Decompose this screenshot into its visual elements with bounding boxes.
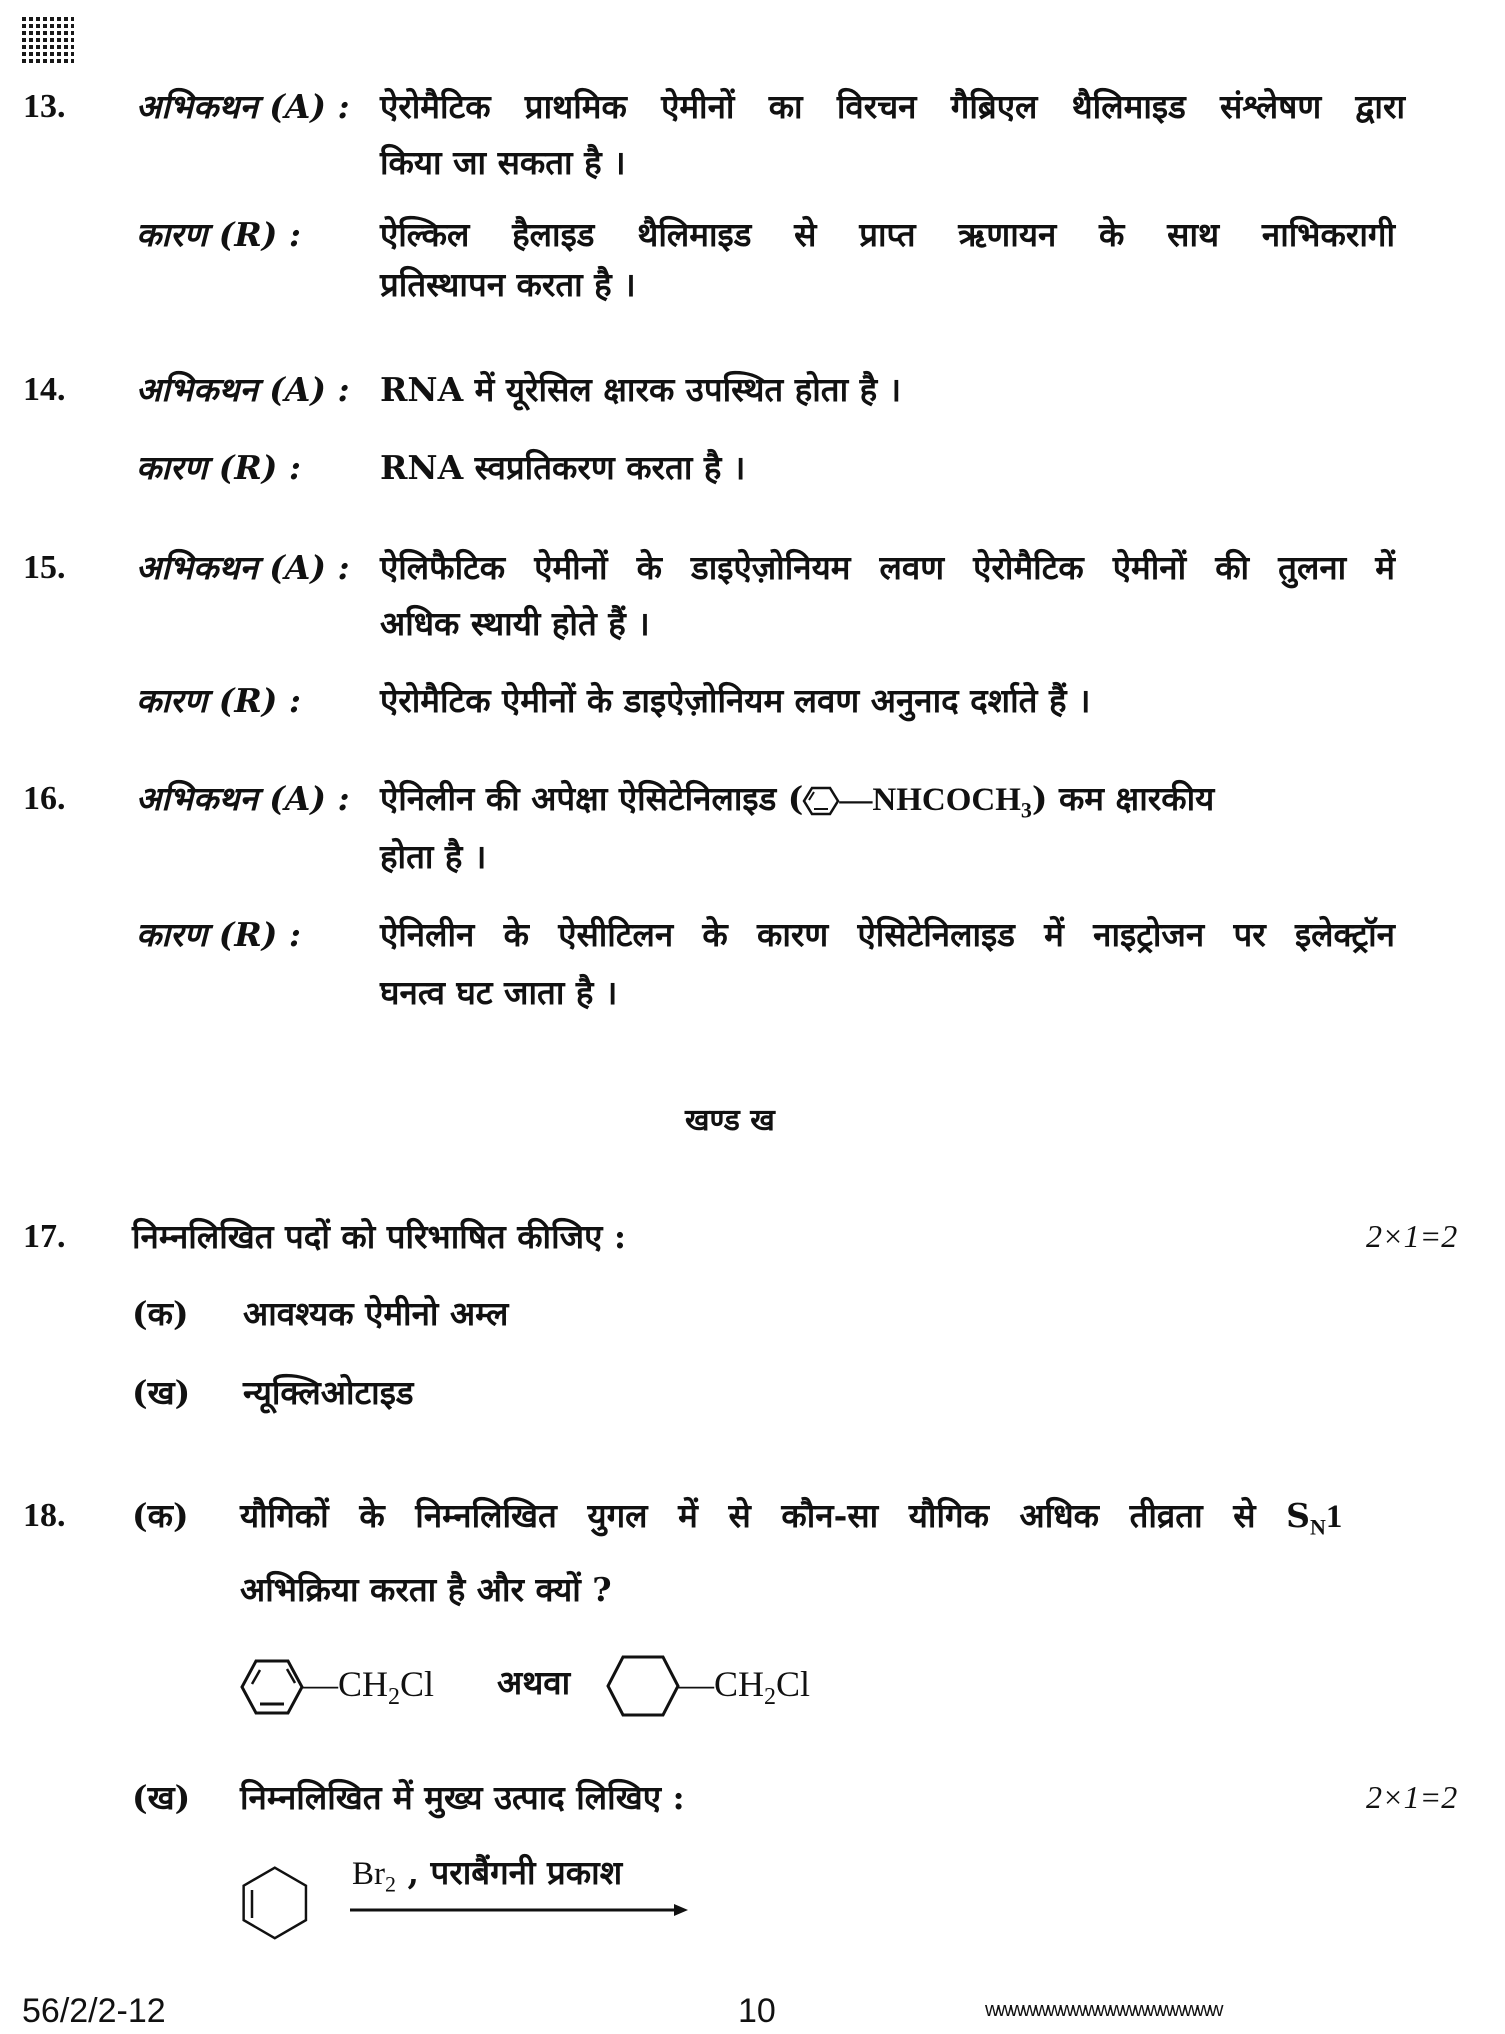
assertion-text bbox=[380, 779, 1215, 823]
reason-text: ऐरोमैटिक ऐमीनों के डाइऐज़ोनियम लवण अनुनाद दर्शाते हैं । bbox=[380, 681, 1091, 720]
question-number: 17. bbox=[23, 1218, 66, 1255]
question-text-cont: अभिक्रिया करता है और क्यों ? bbox=[240, 1570, 612, 1609]
reagent-formula: Br bbox=[352, 1856, 385, 1892]
page-number: 10 bbox=[738, 1992, 776, 2030]
reason-text: RNA स्वप्रतिकरण करता है । bbox=[380, 448, 746, 487]
part-label: (क) bbox=[132, 1294, 189, 1333]
assertion-text: ऐरोमैटिक प्राथमिक ऐमीनों का विरचन गैब्रिएल थैलिमाइड संश्लेषण द्वारा bbox=[380, 87, 1405, 126]
reason-label: कारण (R) : bbox=[136, 215, 302, 254]
subscript: N bbox=[1310, 1514, 1326, 1540]
assertion-text: RNA में यूरेसिल क्षारक उपस्थित होता है । bbox=[380, 370, 902, 409]
compound-2 bbox=[678, 1666, 810, 1709]
question-number: 14. bbox=[23, 371, 66, 408]
reaction-arrow-icon bbox=[350, 1902, 690, 1918]
cyclohexene-ring-icon bbox=[242, 1866, 322, 1946]
question-number: 16. bbox=[23, 780, 66, 817]
formula: —CH bbox=[678, 1664, 765, 1704]
formula-subscript: 2 bbox=[388, 1684, 401, 1711]
question-text: निम्नलिखित पदों को परिभाषित कीजिए : bbox=[132, 1217, 627, 1256]
formula-tail: Cl bbox=[776, 1664, 811, 1704]
part-label: (क) bbox=[132, 1496, 189, 1535]
question-text-tail: 1 bbox=[1325, 1499, 1343, 1535]
question-text: निम्नलिखित में मुख्य उत्पाद लिखिए : bbox=[240, 1778, 685, 1817]
part-text: आवश्यक ऐमीनो अम्ल bbox=[243, 1294, 509, 1333]
reagent-subscript: 2 bbox=[385, 1871, 396, 1897]
qr-code bbox=[22, 14, 74, 66]
reaction-reagent bbox=[352, 1853, 623, 1897]
reagent-condition: , पराबैंगनी प्रकाश bbox=[396, 1853, 623, 1892]
assertion-label: अभिकथन (A) : bbox=[136, 370, 350, 409]
assertion-text-end: ) कम क्षारकीय bbox=[1031, 779, 1215, 818]
assertion-text-cont: किया जा सकता है । bbox=[380, 143, 626, 182]
decorative-border: wwwwwwwwwwwwwwwwwww bbox=[985, 1999, 1222, 2021]
formula: —NHCOCH bbox=[839, 782, 1021, 818]
benzene-ring-icon bbox=[803, 786, 839, 816]
reason-text-cont: प्रतिस्थापन करता है । bbox=[380, 265, 636, 304]
formula: —CH bbox=[302, 1664, 389, 1704]
assertion-text-cont: होता है । bbox=[380, 837, 487, 876]
reason-label: कारण (R) : bbox=[136, 448, 302, 487]
question-number: 18. bbox=[23, 1497, 66, 1534]
reason-text: ऐनिलीन के ऐसीटिलन के कारण ऐसिटेनिलाइड में नाइट्रोजन पर इलेक्ट्रॉन bbox=[380, 915, 1395, 954]
marks: 2×1=2 bbox=[1366, 1218, 1458, 1254]
part-text: न्यूक्लिओटाइड bbox=[243, 1373, 414, 1412]
formula-subscript: 3 bbox=[1020, 797, 1032, 823]
formula-tail: Cl bbox=[400, 1664, 435, 1704]
paper-code: 56/2/2-12 bbox=[22, 1992, 166, 2030]
question-number: 15. bbox=[23, 549, 66, 586]
marks: 2×1=2 bbox=[1366, 1779, 1458, 1815]
assertion-text-cont: अधिक स्थायी होते हैं । bbox=[380, 604, 650, 643]
compound-1 bbox=[302, 1666, 434, 1709]
assertion-label: अभिकथन (A) : bbox=[136, 87, 350, 126]
or-text: अथवा bbox=[497, 1663, 571, 1702]
assertion-text: ऐलिफैटिक ऐमीनों के डाइऐज़ोनियम लवण ऐरोमैटिक ऐमीनों की तुलना में bbox=[380, 548, 1395, 587]
question-text-main: यौगिकों के निम्नलिखित युगल में से कौन-सा यौगिक अधिक तीव्रता से S bbox=[240, 1496, 1310, 1535]
reason-label: कारण (R) : bbox=[136, 915, 302, 954]
assertion-label: अभिकथन (A) : bbox=[136, 779, 350, 818]
reason-label: कारण (R) : bbox=[136, 681, 302, 720]
reason-text-cont: घनत्व घट जाता है । bbox=[380, 973, 618, 1012]
part-label: (ख) bbox=[132, 1778, 191, 1817]
reason-text: ऐल्किल हैलाइड थैलिमाइड से प्राप्त ऋणायन के साथ नाभिकरागी bbox=[380, 215, 1395, 254]
formula-subscript: 2 bbox=[764, 1684, 777, 1711]
question-number: 13. bbox=[23, 88, 66, 125]
part-label: (ख) bbox=[132, 1373, 191, 1412]
section-title: खण्ड ख bbox=[685, 1103, 775, 1138]
question-text bbox=[240, 1496, 1390, 1540]
assertion-text-start: ऐनिलीन की अपेक्षा ऐसिटेनिलाइड ( bbox=[380, 779, 804, 818]
assertion-label: अभिकथन (A) : bbox=[136, 548, 350, 587]
